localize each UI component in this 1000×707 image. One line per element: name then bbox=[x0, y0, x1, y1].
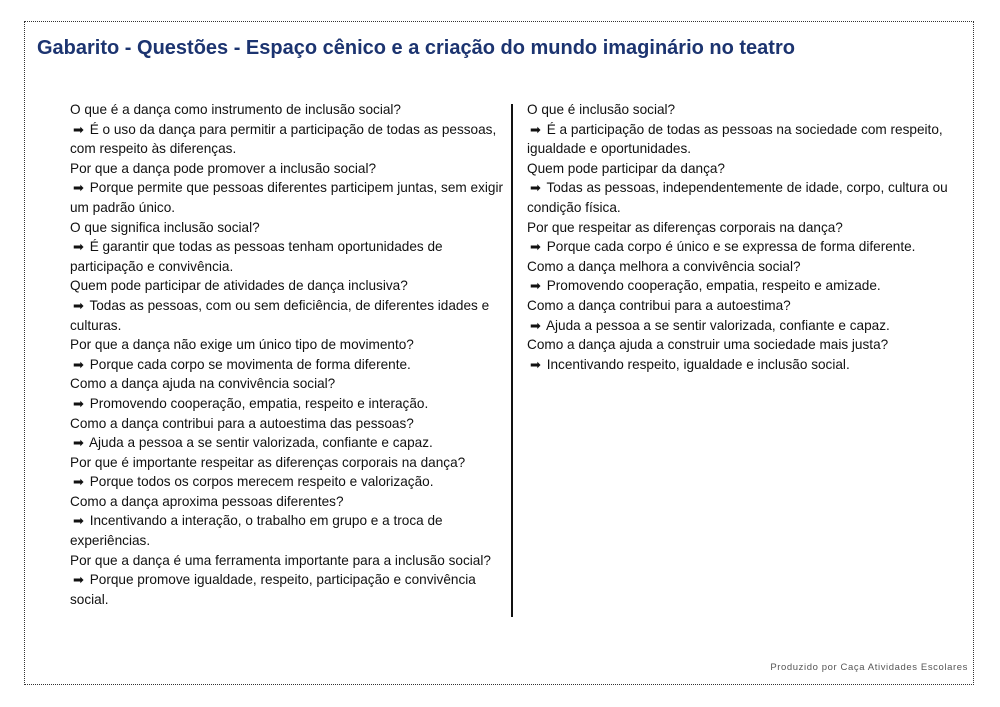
question-text: Por que a dança não exige um único tipo de movimento? bbox=[70, 337, 414, 353]
question-text: Por que respeitar as diferenças corporais na dança? bbox=[527, 219, 843, 235]
qa-item bbox=[70, 492, 506, 551]
page-title: Gabarito - Questões - Espaço cênico e a criação do mundo imaginário no teatro bbox=[37, 37, 795, 59]
answer-text: É a participação de todas as pessoas na sociedade com respeito, igualdade e oportunidades. bbox=[527, 121, 943, 157]
right-arrow-icon: ➡ bbox=[73, 513, 84, 529]
question-text: O que significa inclusão social? bbox=[70, 219, 260, 235]
answer-text: É o uso da dança para permitir a participação de todas as pessoas, com respeito às diferenças. bbox=[70, 121, 497, 157]
right-arrow-icon: ➡ bbox=[73, 297, 84, 313]
answer-text: Todas as pessoas, independentemente de idade, corpo, cultura ou condição física. bbox=[527, 180, 948, 215]
footer-credit: Produzido por Caça Atividades Escolares bbox=[770, 662, 968, 673]
right-arrow-icon: ➡ bbox=[73, 572, 84, 588]
answer-text: Porque permite que pessoas diferentes participem juntas, sem exigir um padrão único. bbox=[70, 180, 503, 215]
right-arrow-icon: ➡ bbox=[530, 356, 541, 372]
question-text: Como a dança ajuda na convivência social? bbox=[70, 376, 336, 392]
qa-item bbox=[527, 100, 957, 159]
qa-item bbox=[70, 453, 506, 492]
answer-line bbox=[70, 237, 506, 276]
qa-item bbox=[527, 335, 957, 374]
question-text: Por que a dança pode promover a inclusão social? bbox=[70, 160, 377, 176]
answer-text: Ajuda a pessoa a se sentir valorizada, confiante e capaz. bbox=[545, 317, 890, 333]
answer-line bbox=[70, 433, 506, 453]
answer-line bbox=[527, 237, 957, 257]
qa-item bbox=[70, 276, 506, 335]
answer-text: Porque promove igualdade, respeito, participação e convivência social. bbox=[70, 572, 476, 607]
answer-text: Promovendo cooperação, empatia, respeito e amizade. bbox=[546, 278, 881, 294]
question-text: Por que é importante respeitar as diferenças corporais na dança? bbox=[70, 454, 466, 470]
answer-line bbox=[527, 120, 957, 159]
answer-text: Incentivando respeito, igualdade e inclusão social. bbox=[546, 356, 850, 372]
right-arrow-icon: ➡ bbox=[73, 474, 84, 490]
qa-item bbox=[70, 374, 506, 413]
question-text: Como a dança ajuda a construir uma sociedade mais justa? bbox=[527, 337, 889, 353]
answer-text: Porque cada corpo se movimenta de forma diferente. bbox=[89, 356, 411, 372]
question-text: Como a dança contribui para a autoestima das pessoas? bbox=[70, 415, 414, 431]
answer-line bbox=[527, 355, 957, 375]
qa-item bbox=[70, 551, 506, 610]
column-divider bbox=[511, 104, 513, 617]
qa-item bbox=[70, 414, 506, 453]
right-arrow-icon: ➡ bbox=[73, 239, 84, 255]
qa-item bbox=[527, 159, 957, 218]
answer-text: Todas as pessoas, com ou sem deficiência, de diferentes idades e culturas. bbox=[70, 297, 490, 333]
qa-item bbox=[70, 100, 506, 159]
right-answer-column bbox=[527, 100, 957, 374]
question-text: O que é inclusão social? bbox=[527, 102, 676, 117]
qa-item bbox=[70, 159, 506, 218]
answer-text: Incentivando a interação, o trabalho em grupo e a troca de experiências. bbox=[70, 513, 443, 549]
answer-line bbox=[70, 570, 506, 609]
right-arrow-icon: ➡ bbox=[73, 121, 84, 137]
right-arrow-icon: ➡ bbox=[530, 239, 541, 255]
right-arrow-icon: ➡ bbox=[73, 180, 84, 196]
answer-line bbox=[70, 120, 506, 159]
qa-item bbox=[70, 218, 506, 277]
qa-item bbox=[527, 296, 957, 335]
left-answer-column bbox=[70, 100, 506, 609]
question-text: Como a dança aproxima pessoas diferentes? bbox=[70, 493, 344, 509]
right-arrow-icon: ➡ bbox=[530, 278, 541, 294]
qa-item bbox=[70, 335, 506, 374]
answer-line bbox=[527, 276, 957, 296]
qa-item bbox=[527, 257, 957, 296]
answer-text: Ajuda a pessoa a se sentir valorizada, confiante e capaz. bbox=[88, 435, 433, 451]
right-arrow-icon: ➡ bbox=[530, 121, 541, 137]
right-arrow-icon: ➡ bbox=[530, 180, 541, 196]
right-arrow-icon: ➡ bbox=[73, 395, 84, 411]
answer-line bbox=[70, 178, 506, 217]
answer-text: Porque todos os corpos merecem respeito e valorização. bbox=[89, 474, 434, 490]
answer-line bbox=[70, 355, 506, 375]
question-text: Como a dança contribui para a autoestima? bbox=[527, 297, 791, 313]
answer-text: Porque cada corpo é único e se expressa de forma diferente. bbox=[546, 239, 916, 255]
question-text: Quem pode participar da dança? bbox=[527, 160, 725, 176]
answer-text: É garantir que todas as pessoas tenham oportunidades de participação e convivência. bbox=[70, 239, 443, 274]
question-text: Por que a dança é uma ferramenta importante para a inclusão social? bbox=[70, 552, 491, 568]
right-arrow-icon: ➡ bbox=[73, 435, 84, 451]
qa-item bbox=[527, 218, 957, 257]
answer-line bbox=[70, 511, 506, 550]
question-text: Como a dança melhora a convivência social? bbox=[527, 258, 801, 274]
question-text: O que é a dança como instrumento de inclusão social? bbox=[70, 102, 401, 117]
answer-line bbox=[70, 296, 506, 335]
answer-line bbox=[527, 316, 957, 336]
question-text: Quem pode participar de atividades de dança inclusiva? bbox=[70, 278, 408, 294]
answer-text: Promovendo cooperação, empatia, respeito e interação. bbox=[89, 395, 429, 411]
right-arrow-icon: ➡ bbox=[73, 356, 84, 372]
answer-line bbox=[70, 472, 506, 492]
right-arrow-icon: ➡ bbox=[530, 317, 541, 333]
answer-line bbox=[527, 178, 957, 217]
answer-line bbox=[70, 394, 506, 414]
